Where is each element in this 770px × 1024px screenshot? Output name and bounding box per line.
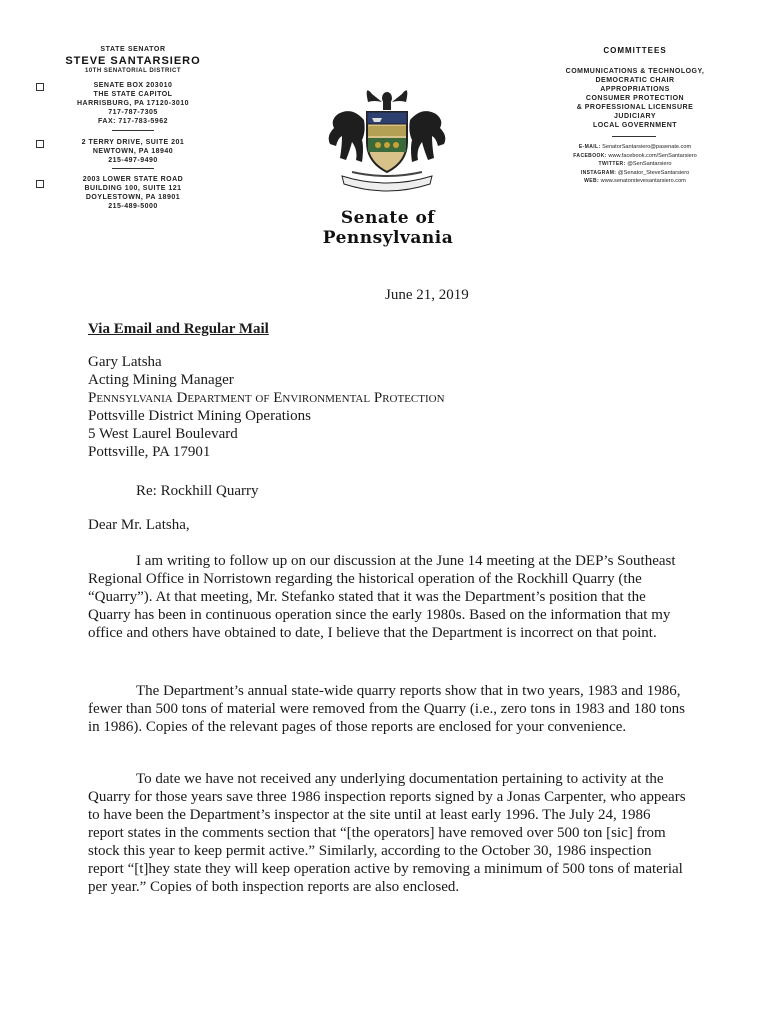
divider [112, 168, 154, 169]
recipient-office: Pottsville District Mining Operations [88, 408, 311, 424]
senate-name: Senate of Pennsylvania [322, 208, 454, 248]
office-checkbox-doylestown [36, 180, 44, 188]
pennsylvania-seal-icon [312, 80, 462, 200]
office-newtown: 2 TERRY DRIVE, SUITE 201 NEWTOWN, PA 18940 215-497-9490 [81, 139, 185, 164]
recipient-city: Pottsville, PA 17901 [88, 444, 211, 460]
recipient-street: 5 West Laurel Boulevard [88, 426, 238, 442]
delivery-method: Via Email and Regular Mail [88, 321, 269, 337]
recipient-department: Pennsylvania Department of Environmental Protection [88, 390, 445, 406]
salutation: Dear Mr. Latsha, [88, 517, 190, 533]
office-checkbox-newtown [36, 140, 44, 148]
office-checkbox-harrisburg [36, 83, 44, 91]
senator-title: STATE SENATOR [100, 46, 166, 53]
website-link[interactable]: www.senatorstevesantarsiero.com [600, 178, 686, 185]
committees-heading: COMMITTEES [603, 46, 667, 55]
body-paragraph: To date we have not received any underlying documentation pertaining to activity at the Quarry for those years save three 1986 inspection reports signed by a Jonas Carpenter, who appears to have been the Department’s inspector at the site until at least early 1996. The July 24, 1986 report states in the comments section that “[the operators] have removed over 500 ton [sic] from stock this year to keep permit active.” Similarly, according to the October 30, 1986 inspection report “[t]hey state they will keep operation active by removing a minimum of 500 tons of material per year.” Copies of both inspection reports are also enclosed. [88, 771, 686, 895]
divider [612, 136, 656, 137]
subject-line: Re: Rockhill Quarry [136, 483, 259, 499]
facebook-link[interactable]: www.facebook.com/SenSantarsiero [608, 152, 697, 159]
office-doylestown: 2003 LOWER STATE ROAD BUILDING 100, SUITE 121 DOYLESTOWN, PA 18901 215-489-5000 [82, 176, 184, 210]
senator-name: STEVE SANTARSIERO [65, 55, 201, 67]
senatorial-district: 10TH SENATORIAL DISTRICT [84, 68, 181, 74]
recipient-name: Gary Latsha [88, 354, 162, 370]
letter-date: June 21, 2019 [385, 287, 469, 303]
twitter-link[interactable]: @SenSantarsiero [627, 161, 672, 168]
committees-list: COMMUNICATIONS & TECHNOLOGY, DEMOCRATIC CHAIR APPROPRIATIONS CONSUMER PROTECTION & PROFESSIONAL LICENSURE JUDICIARY LOCAL GOVERNMENT [565, 68, 705, 129]
contact-info: E-MAIL: SenatorSantarsiero@pasenate.com FACEBOOK: www.facebook.com/SenSantarsiero TWITTER: @SenSantarsiero INSTAGRAM: @Senator_SteveSantarsiero WEB: www.senatorstevesantarsiero.com [573, 144, 697, 185]
recipient-address [88, 353, 688, 461]
divider [112, 130, 154, 131]
body-paragraph: I am writing to follow up on our discussion at the June 14 meeting at the DEP’s Southeast Regional Office in Norristown regarding the historical operation of the Rockhill Quarry (the “Quarry”). At that meeting, Mr. Stefanko stated that it was the Department’s position that the Quarry has been in continuous operation since the early 1980s. Based on the information that my office and others have obtained to date, I believe that the Department is incorrect on that point. [88, 553, 676, 641]
recipient-title: Acting Mining Manager [88, 372, 234, 388]
email-link[interactable]: SenatorSantarsiero@pasenate.com [602, 144, 692, 150]
office-harrisburg: SENATE BOX 203010 THE STATE CAPITOL HARRISBURG, PA 17120-3010 717-787-7305 FAX: 717-783-5962 [76, 82, 190, 125]
instagram-link[interactable]: @Senator_SteveSantarsiero [617, 169, 690, 176]
body-paragraph: The Department’s annual state-wide quarry reports show that in two years, 1983 and 1986, fewer than 500 tons of material were removed from the Quarry (i.e., zero tons in 1983 and 180 tons in 1986). Copies of the relevant pages of those reports are enclosed for your convenience. [88, 683, 685, 735]
